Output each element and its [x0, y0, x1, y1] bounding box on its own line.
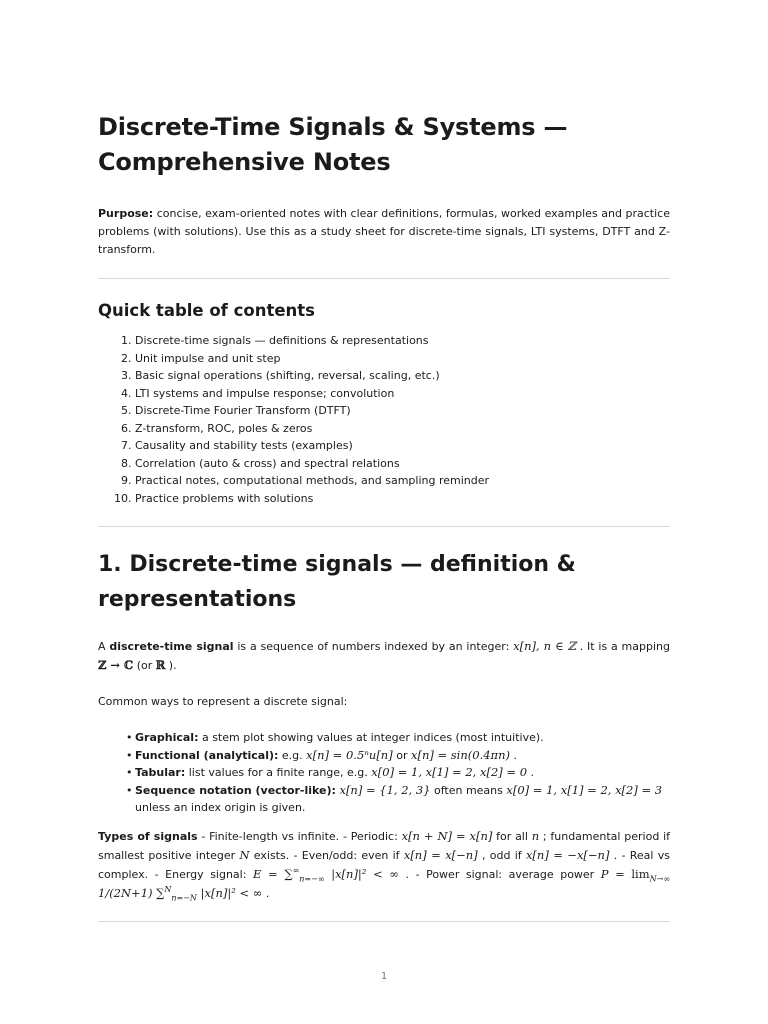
math-expression: x[n] = 0.5ⁿu[n]: [306, 747, 393, 762]
rep-text: list values for a finite range, e.g.: [185, 766, 372, 779]
toc-item: 4. LTI systems and impulse response; convolution: [135, 385, 670, 403]
rep-label: Graphical:: [135, 731, 199, 744]
rep-text: e.g.: [278, 748, 307, 762]
title-line-1: Discrete-Time Signals & Systems —: [98, 113, 568, 141]
toc-item: 7. Causality and stability tests (examples): [135, 437, 670, 455]
math-part: ∑: [152, 885, 165, 900]
title-line-2: Comprehensive Notes: [98, 148, 391, 176]
representation-list: [98, 729, 670, 817]
rep-text: .: [510, 748, 517, 762]
toc-item: 9. Practical notes, computational methods, and sampling reminder: [135, 472, 670, 490]
divider: [98, 921, 670, 922]
section-heading-line-1: 1. Discrete-time signals — definition &: [98, 552, 576, 577]
types-label: Types of signals: [98, 829, 198, 843]
purpose-paragraph: [98, 205, 670, 259]
list-item: [126, 782, 670, 817]
math-part: |x[n]|² < ∞: [324, 866, 400, 881]
math-part: N: [164, 884, 172, 894]
types-text: . - Power signal: average power: [399, 867, 601, 881]
math-part: |x[n]|² < ∞: [196, 885, 263, 900]
toc-heading: Quick table of contents: [98, 301, 316, 320]
toc-item: 10. Practice problems with solutions: [135, 490, 670, 508]
list-item: [126, 729, 670, 747]
document-title: [98, 0, 670, 180]
types-text: .: [262, 886, 270, 900]
intro-text: A: [98, 640, 110, 653]
rep-text: often means: [430, 783, 507, 797]
math-part: n=−∞: [299, 873, 325, 883]
math-expression: ℤ → ℂ: [98, 658, 134, 672]
toc-item: 6. Z-transform, ROC, poles & zeros: [135, 420, 670, 438]
math-expression: [253, 867, 399, 881]
math-expression: x[n] = x[−n]: [403, 847, 478, 862]
rep-label: Tabular:: [135, 766, 186, 779]
toc-item: 3. Basic signal operations (shifting, reversal, scaling, etc.): [135, 367, 670, 385]
math-expression: N: [239, 847, 250, 862]
toc-item: 2. Unit impulse and unit step: [135, 350, 670, 368]
purpose-label: Purpose:: [98, 207, 154, 220]
toc-item: 1. Discrete-time signals — definitions & representations: [135, 332, 670, 350]
math-expression: x[n], n ∈ ℤ: [513, 639, 576, 653]
math-expression: P =: [600, 866, 625, 881]
math-expression: x[n] = sin(0.4πn): [410, 747, 510, 762]
list-item: [126, 764, 670, 782]
math-part: n=−N: [171, 892, 197, 902]
math-expression: ℝ: [155, 658, 166, 672]
types-text: ; fundamental period if smallest positive integer: [98, 829, 671, 862]
toc-item: 8. Correlation (auto & cross) and spectral relations: [135, 455, 670, 473]
rep-text: or: [392, 748, 411, 762]
types-text: exists. - Even/odd: even if: [249, 848, 404, 862]
toc-item: 5. Discrete-Time Fourier Transform (DTFT): [135, 402, 670, 420]
types-text: - Finite-length vs infinite. - Periodic:: [197, 829, 402, 843]
math-part: N→∞: [649, 873, 671, 883]
toc-list: [98, 332, 670, 507]
math-part: lim: [631, 866, 650, 881]
intro-paragraph: [98, 637, 670, 675]
types-text: , odd if: [477, 848, 526, 862]
types-text: . - Real vs complex. - Energy signal:: [98, 848, 670, 881]
intro-text: . It is a mapping: [575, 640, 670, 653]
signal-types-paragraph: [98, 827, 670, 903]
math-expression: x[n + N] = x[n]: [401, 828, 493, 843]
common-ways-text: Common ways to represent a discrete signal:: [98, 695, 348, 708]
types-text: for all: [492, 829, 532, 843]
math-part: 1/(2N+1): [98, 885, 153, 900]
math-expression: x[0] = 1, x[1] = 2, x[2] = 3: [506, 782, 663, 797]
section-1-heading: [98, 547, 670, 617]
divider: [98, 278, 670, 279]
math-part: ∞: [292, 865, 300, 875]
math-part: E = ∑: [252, 866, 293, 881]
rep-label: Sequence notation (vector-like):: [135, 783, 336, 797]
intro-term: discrete-time signal: [109, 640, 234, 653]
rep-text: a stem plot showing values at integer indices (most intuitive).: [198, 731, 544, 744]
rep-text: unless an index origin is given.: [135, 801, 306, 814]
math-expression: x[0] = 1, x[1] = 2, x[2] = 0: [371, 765, 528, 779]
rep-text: .: [527, 766, 535, 779]
intro-text: is a sequence of numbers indexed by an integer:: [233, 640, 514, 653]
math-expression: x[n] = {1, 2, 3}: [339, 782, 431, 797]
section-heading-line-2: representations: [98, 587, 297, 612]
list-item: [126, 747, 670, 765]
purpose-text: concise, exam-oriented notes with clear definitions, formulas, worked examples and practice problems (with solutions). Use this as a study sheet for discrete-time signals, LTI systems, DTFT and Z-transform.: [98, 207, 670, 256]
divider: [98, 526, 670, 527]
math-expression: x[n] = −x[−n]: [525, 847, 610, 862]
intro-text: ).: [165, 659, 177, 672]
rep-label: Functional (analytical):: [135, 748, 279, 762]
intro-text: (or: [133, 659, 156, 672]
math-expression: n: [531, 828, 540, 843]
page-number: 1: [380, 971, 388, 982]
